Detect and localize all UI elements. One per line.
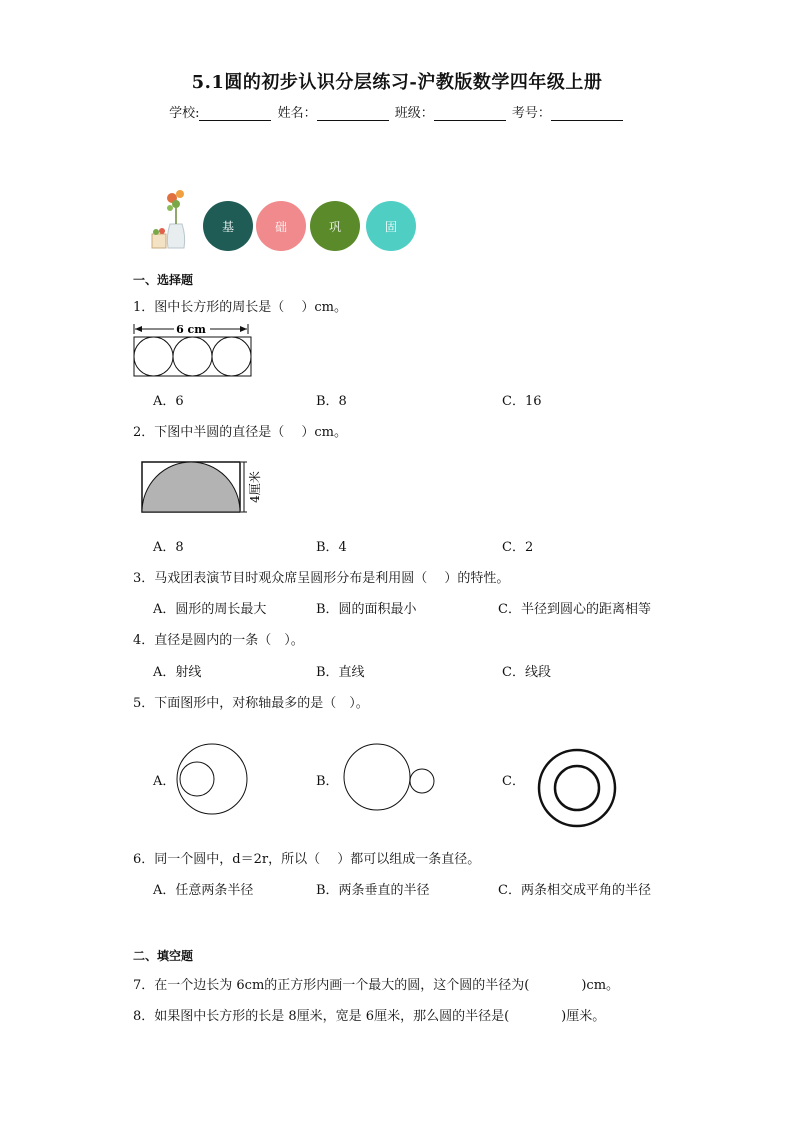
q6-option-b[interactable]: B．两条垂直的半径 (316, 883, 430, 898)
question-4-stem: 4．直径是圆内的一条（ ）。 (133, 633, 304, 648)
vase-plant-illustration (148, 186, 198, 252)
q5-figure-a[interactable] (176, 742, 250, 816)
q1-option-a[interactable]: A．6 (153, 394, 184, 409)
school-blank[interactable] (199, 106, 271, 121)
question-3-stem: 3．马戏团表演节目时观众席呈圆形分布是利用圆（ ）的特性。 (133, 571, 510, 586)
badge-gong: 巩 (310, 201, 360, 251)
q5-option-c[interactable]: C． (502, 774, 525, 789)
question-5-stem: 5．下面图形中，对称轴最多的是（ ）。 (133, 696, 369, 711)
q5-figure-b[interactable] (342, 743, 438, 811)
q3-option-c[interactable]: C．半径到圆心的距离相等 (498, 602, 651, 617)
exam-no-label: 考号： (511, 106, 551, 121)
q6-option-c[interactable]: C．两条相交成平角的半径 (498, 883, 651, 898)
class-blank[interactable] (434, 106, 506, 121)
class-label: 班级： (394, 106, 434, 121)
badge-chu: 础 (256, 201, 306, 251)
question-2-figure (138, 458, 268, 516)
q3-option-b[interactable]: B．圆的面积最小 (316, 602, 417, 617)
question-6-stem: 6．同一个圆中，d＝2r，所以（ ）都可以组成一条直径。 (133, 852, 481, 867)
school-label: 学校: (169, 106, 200, 121)
q4-option-c[interactable]: C．线段 (502, 665, 551, 680)
q1-option-b[interactable]: B．8 (316, 394, 347, 409)
q1-length-label: 6 cm (176, 323, 206, 336)
q2-option-c[interactable]: C．2 (502, 540, 534, 555)
question-1-figure (130, 320, 254, 380)
question-2-stem: 2．下图中半圆的直径是（ ）cm。 (133, 425, 348, 440)
question-1-stem: 1．图中长方形的周长是（ ）cm。 (133, 300, 348, 315)
q4-option-b[interactable]: B．直线 (316, 665, 365, 680)
question-7-stem: 7．在一个边长为 6cm的正方形内画一个最大的圆，这个圆的半径为( )cm。 (133, 978, 620, 993)
q2-option-a[interactable]: A．8 (153, 540, 184, 555)
q5-figure-c[interactable] (536, 747, 618, 829)
exam-no-blank[interactable] (551, 106, 623, 121)
q1-option-c[interactable]: C．16 (502, 394, 542, 409)
badge-ji: 基 (203, 201, 253, 251)
student-info-line (0, 102, 794, 121)
badge-gu: 固 (366, 201, 416, 251)
q5-option-a[interactable]: A． (153, 774, 176, 789)
section-fill-title: 二、填空题 (133, 949, 194, 963)
section-choice-title: 一、选择题 (133, 273, 194, 287)
q4-option-a[interactable]: A．射线 (153, 665, 202, 680)
q5-option-b[interactable]: B． (316, 774, 339, 789)
page-title: 5.1圆的初步认识分层练习-沪教版数学四年级上册 (191, 72, 603, 93)
q3-option-a[interactable]: A．圆形的周长最大 (153, 602, 267, 617)
name-blank[interactable] (317, 106, 389, 121)
q2-option-b[interactable]: B．4 (316, 540, 347, 555)
name-label: 姓名： (277, 106, 317, 121)
q2-side-label: 4厘米 (248, 471, 262, 503)
q6-option-a[interactable]: A．任意两条半径 (153, 883, 254, 898)
question-8-stem: 8．如果图中长方形的长是 8厘米，宽是 6厘米，那么圆的半径是( )厘米。 (133, 1009, 606, 1024)
